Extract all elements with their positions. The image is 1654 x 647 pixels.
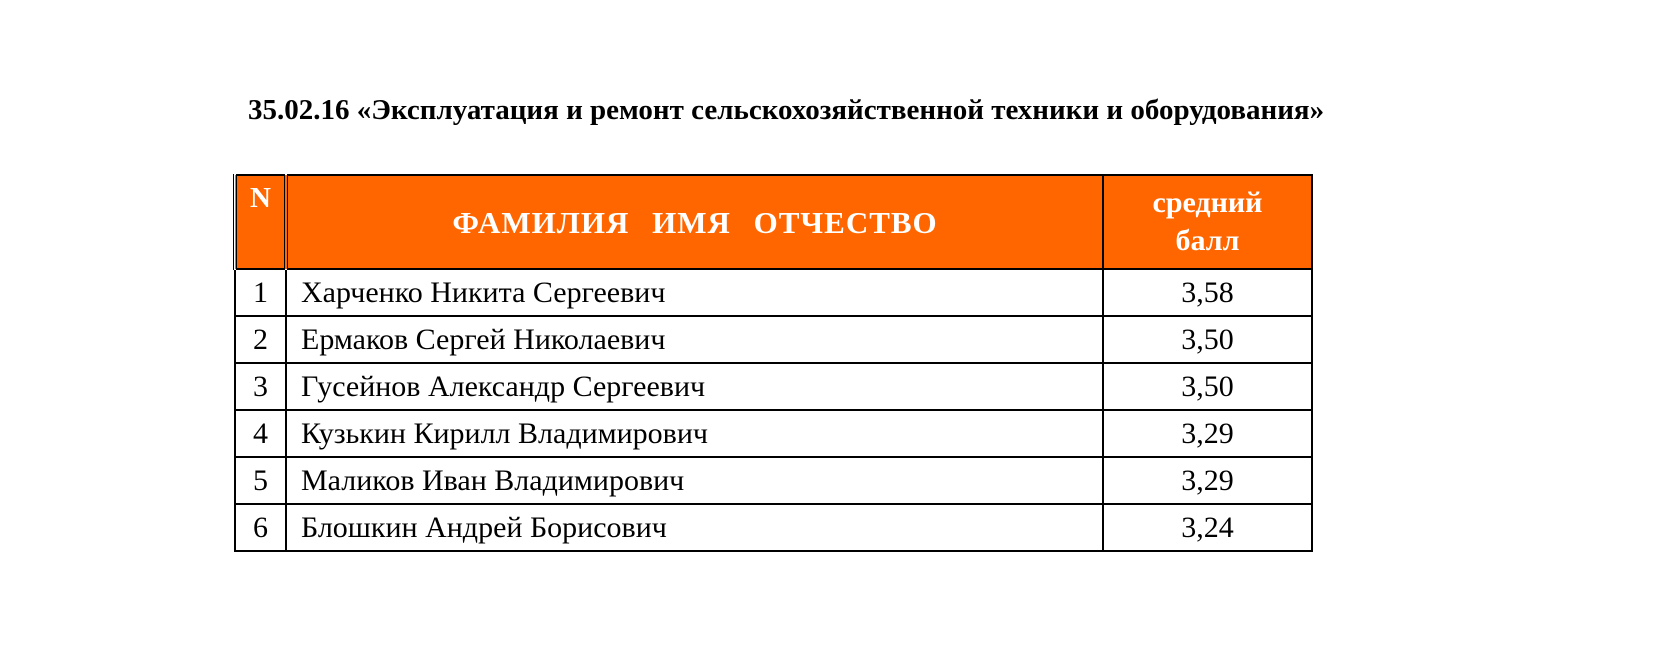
table-body xyxy=(235,269,1312,551)
row-number: 4 xyxy=(235,410,286,457)
table-row xyxy=(235,316,1312,363)
table-row xyxy=(235,363,1312,410)
table-row xyxy=(235,269,1312,316)
table-row xyxy=(235,504,1312,551)
students-table xyxy=(233,174,1313,552)
table-row xyxy=(235,457,1312,504)
table-header xyxy=(235,175,1312,269)
students-table-container xyxy=(233,174,1313,552)
table-header-row xyxy=(235,175,1312,269)
row-average-score: 3,29 xyxy=(1103,410,1312,457)
row-full-name: Гусейнов Александр Сергеевич xyxy=(286,363,1103,410)
row-average-score: 3,50 xyxy=(1103,363,1312,410)
header-number: N xyxy=(235,175,286,269)
row-number: 1 xyxy=(235,269,286,316)
row-number: 3 xyxy=(235,363,286,410)
header-score-line2: балл xyxy=(1175,224,1240,257)
row-full-name: Блошкин Андрей Борисович xyxy=(286,504,1103,551)
header-score-line1: средний xyxy=(1152,186,1263,219)
row-full-name: Харченко Никита Сергеевич xyxy=(286,269,1103,316)
row-average-score: 3,50 xyxy=(1103,316,1312,363)
row-average-score: 3,58 xyxy=(1103,269,1312,316)
document-title: 35.02.16 «Эксплуатация и ремонт сельскохозяйственной техники и оборудования» xyxy=(248,94,1325,126)
header-average-score xyxy=(1103,175,1312,269)
row-number: 6 xyxy=(235,504,286,551)
row-full-name: Ермаков Сергей Николаевич xyxy=(286,316,1103,363)
row-average-score: 3,29 xyxy=(1103,457,1312,504)
header-full-name: ФАМИЛИЯ ИМЯ ОТЧЕСТВО xyxy=(286,175,1103,269)
row-full-name: Кузькин Кирилл Владимирович xyxy=(286,410,1103,457)
row-number: 5 xyxy=(235,457,286,504)
row-full-name: Маликов Иван Владимирович xyxy=(286,457,1103,504)
table-row xyxy=(235,410,1312,457)
row-number: 2 xyxy=(235,316,286,363)
row-average-score: 3,24 xyxy=(1103,504,1312,551)
